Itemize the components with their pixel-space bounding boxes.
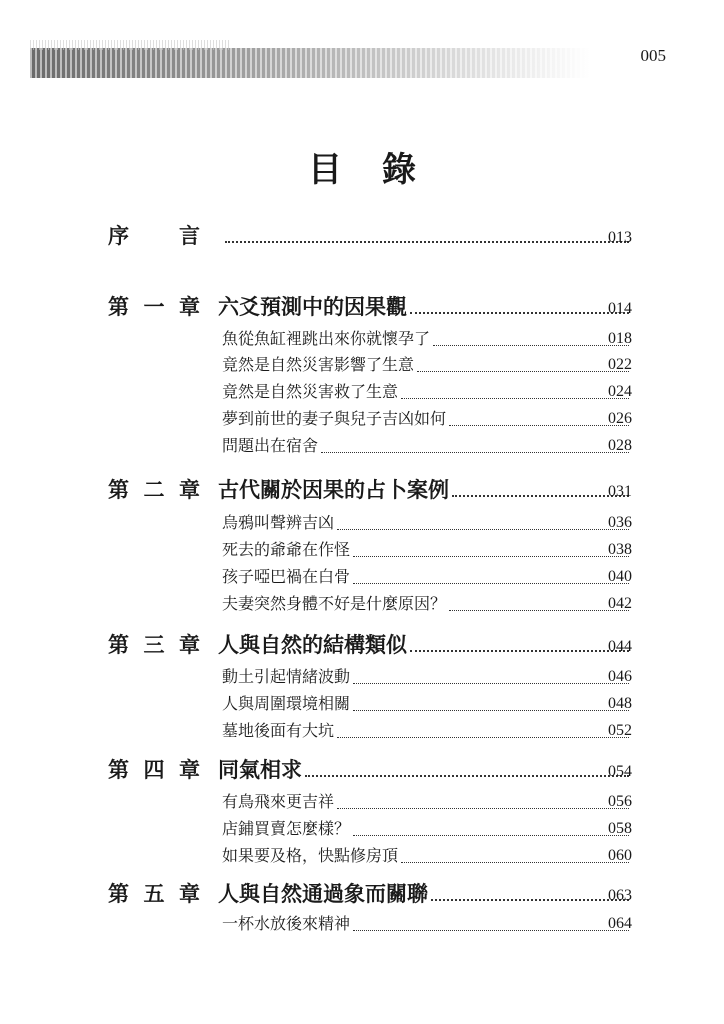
page-ref: 024: [608, 383, 632, 400]
toc-title: [0, 142, 724, 191]
toc-section[interactable]: [0, 912, 724, 936]
page-ref: 036: [608, 514, 632, 531]
page-number: 005: [640, 46, 666, 65]
chapter-title: 古代關於因果的占卜案例: [218, 476, 630, 504]
section-title: 問題出在宿舍: [222, 436, 319, 455]
section-title: 烏鴉叫聲辨吉凶: [222, 513, 335, 532]
toc-section[interactable]: [0, 407, 724, 431]
toc-chapter[interactable]: [0, 880, 724, 908]
page-ref: 038: [608, 541, 632, 558]
toc-chapter[interactable]: [0, 293, 724, 321]
chapter-label: 第 四 章: [108, 757, 200, 782]
page-ref: 054: [608, 763, 632, 780]
section-title: 有鳥飛來更吉祥: [222, 792, 335, 811]
section-title: 店鋪買賣怎麼樣？: [222, 819, 351, 838]
toc-section[interactable]: [0, 380, 724, 404]
page-ref: 046: [608, 668, 632, 685]
page-ref: 058: [608, 820, 632, 837]
toc-section[interactable]: [0, 665, 724, 689]
section-title: 動土引起情緒波動: [222, 667, 351, 686]
page-ref: 018: [608, 330, 632, 347]
toc-chapter[interactable]: [0, 631, 724, 659]
page-ref: 014: [608, 300, 632, 317]
toc-section[interactable]: [0, 692, 724, 716]
page-ref: 060: [608, 847, 632, 864]
chapter-label: 第 二 章: [108, 477, 200, 502]
page-ref: 044: [608, 638, 632, 655]
toc-section[interactable]: [0, 538, 724, 562]
page-ref: 022: [608, 356, 632, 373]
page-ref: 064: [608, 915, 632, 932]
chapter-title: 六爻預測中的因果觀: [218, 293, 630, 321]
leader-dots: [222, 222, 630, 250]
section-title: 孩子啞巴禍在白骨: [222, 567, 351, 586]
page-ref: 048: [608, 695, 632, 712]
toc-title-char: 目: [308, 150, 342, 190]
section-title: 夢到前世的妻子與兒子吉凶如何: [222, 409, 447, 428]
chapter-title: 同氣相求: [218, 756, 630, 784]
toc-section[interactable]: [0, 565, 724, 589]
toc-chapter[interactable]: [0, 756, 724, 784]
toc-title-char: 錄: [382, 150, 416, 190]
page-ref: 042: [608, 595, 632, 612]
section-title: 竟然是自然災害影響了生意: [222, 355, 415, 374]
preface-label: 序 言: [108, 223, 200, 248]
toc-section[interactable]: [0, 844, 724, 868]
toc-chapter[interactable]: [0, 476, 724, 504]
chapter-label: 第 一 章: [108, 294, 200, 319]
section-title: 一杯水放後來精神: [222, 914, 351, 933]
page-ref: 063: [608, 887, 632, 904]
page-ref: 026: [608, 410, 632, 427]
header-decoration-band: [30, 48, 590, 78]
section-title: 如果要及格，快點修房頂: [222, 846, 399, 865]
chapter-title: 人與自然的結構類似: [218, 631, 630, 659]
toc-section[interactable]: [0, 817, 724, 841]
chapter-label: 第 三 章: [108, 632, 200, 657]
section-title: 魚從魚缸裡跳出來你就懷孕了: [222, 329, 431, 348]
toc-section[interactable]: [0, 790, 724, 814]
page-ref: 052: [608, 722, 632, 739]
toc-section[interactable]: [0, 434, 724, 458]
toc-section[interactable]: [0, 511, 724, 535]
section-title: 死去的爺爺在作怪: [222, 540, 351, 559]
section-title: 竟然是自然災害救了生意: [222, 382, 399, 401]
page-ref: 013: [608, 229, 632, 246]
chapter-label: 第 五 章: [108, 881, 200, 906]
section-title: 夫妻突然身體不好是什麼原因？: [222, 594, 447, 613]
toc-entry-preface[interactable]: [0, 222, 724, 250]
toc-section[interactable]: [0, 719, 724, 743]
toc-section[interactable]: [0, 592, 724, 616]
toc-section[interactable]: [0, 353, 724, 377]
section-title: 墓地後面有大坑: [222, 721, 335, 740]
page-ref: 028: [608, 437, 632, 454]
section-title: 人與周圍環境相關: [222, 694, 351, 713]
page-ref: 040: [608, 568, 632, 585]
page-ref: 056: [608, 793, 632, 810]
toc-section[interactable]: [0, 327, 724, 351]
chapter-title: 人與自然通過象而關聯: [218, 880, 630, 908]
page-ref: 031: [608, 483, 632, 500]
